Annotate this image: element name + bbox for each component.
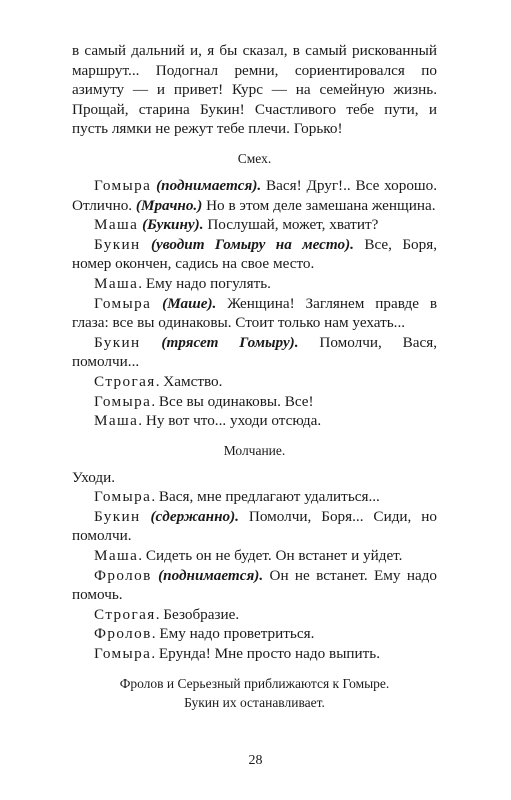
stage-remark: (Мрачно.)	[135, 196, 203, 214]
page-text	[72, 41, 437, 712]
dialogue-line	[72, 624, 437, 644]
dialogue-line	[72, 546, 437, 566]
dialogue-line	[72, 487, 437, 507]
speaker-name: Букин	[94, 507, 141, 525]
dialogue-line	[72, 372, 437, 392]
speech-text: . Вася, мне предлагают удалиться...	[151, 488, 380, 506]
speaker-name: Гомыра	[94, 488, 152, 506]
stage-direction-silence: Молчание.	[223, 442, 286, 458]
speech-text: Он не встанет. Ему надо помочь.	[72, 566, 438, 604]
speech-text: . Ну вот что... уходи отсюда.	[138, 412, 322, 430]
speech-text: Помолчи, Боря... Сиди, но помолчи.	[72, 507, 437, 545]
speech-text: . Безобразие.	[155, 605, 240, 623]
dialogue-lead-line: Уходи.	[72, 468, 116, 486]
stage-remark: (Маше).	[162, 294, 217, 312]
dialogue-block-2	[72, 487, 437, 663]
stage-direction-approach	[72, 674, 437, 712]
dialogue-line	[72, 507, 437, 546]
dialogue-line	[72, 215, 437, 235]
stage-direction-laughter: Смех.	[237, 150, 272, 166]
speaker-name: Строгая	[94, 605, 156, 623]
stage-remark: (уводит Гомыру на место).	[150, 235, 354, 253]
speech-text: Вася! Друг!.. Все хорошо. Отлично.	[72, 176, 438, 214]
dialogue-line	[72, 294, 437, 333]
speaker-name: Фролов	[94, 625, 152, 643]
speaker-name: Маша	[94, 547, 139, 565]
speaker-name: Гомыра	[94, 645, 152, 663]
speaker-name: Фролов	[94, 566, 152, 584]
speaker-name: Маша	[94, 274, 139, 292]
speech-text: . Сидеть он не будет. Он встанет и уйдет.	[138, 547, 403, 565]
speaker-name: Букин	[94, 235, 141, 253]
stage-remark: (поднимается).	[156, 176, 262, 194]
dialogue-line	[72, 605, 437, 625]
speaker-name: Гомыра	[94, 392, 152, 410]
stage-remark: (поднимается).	[158, 566, 264, 584]
dialogue-line	[72, 644, 437, 664]
speech-text: Послушай, может, хватит?	[203, 216, 379, 234]
speaker-name: Гомыра	[94, 294, 152, 312]
speech-text: Помолчи, Вася, помолчи...	[72, 333, 437, 371]
speech-text: Все, Боря, номер окончен, садись на свое место.	[72, 235, 438, 273]
dialogue-line	[72, 274, 437, 294]
dialogue-line	[72, 333, 437, 372]
stage-direction-line-1: Фролов и Серьезный приближаются к Гомыре.	[119, 675, 390, 691]
dialogue-line	[72, 411, 437, 431]
speech-text: . Ему надо погулять.	[138, 274, 271, 292]
speech-text: . Хамство.	[155, 372, 223, 390]
page-number: 28	[248, 753, 263, 768]
stage-remark: (Букину).	[142, 216, 204, 234]
dialogue-line	[72, 566, 437, 605]
stage-remark: (трясет Гомыру).	[161, 333, 299, 351]
dialogue-line	[72, 176, 437, 215]
stage-direction-line-2: Букин их останавливает.	[184, 694, 325, 710]
intro-paragraph: в самый дальний и, я бы сказал, в самый рискованный маршрут... Подогнал ремни, сориентировался по азимуту — и привет! Курс — на семейную жизнь. Прощай, старина Букин! Счастливого тебе пути, и пусть лямки не режут тебе плечи. Горько!	[72, 42, 437, 138]
speaker-name: Строгая	[94, 372, 156, 390]
speech-text: Женщина! Заглянем правде в глаза: все вы одинаковы. Стоит только нам уехать...	[72, 294, 437, 332]
speaker-name: Маша	[94, 216, 139, 234]
speech-text: . Все вы одинаковы. Все!	[151, 392, 314, 410]
dialogue-line	[72, 392, 437, 412]
speaker-name: Маша	[94, 412, 139, 430]
speaker-name: Букин	[94, 333, 141, 351]
dialogue-line	[72, 235, 437, 274]
stage-remark: (сдержанно).	[150, 507, 239, 525]
dialogue-block-1	[72, 176, 437, 431]
speech-text: Но в этом деле замешана женщина.	[202, 196, 436, 214]
speech-text: . Ему надо проветриться.	[151, 625, 315, 643]
speech-text: . Ерунда! Мне просто надо выпить.	[151, 645, 381, 663]
speaker-name: Гомыра	[94, 176, 152, 194]
